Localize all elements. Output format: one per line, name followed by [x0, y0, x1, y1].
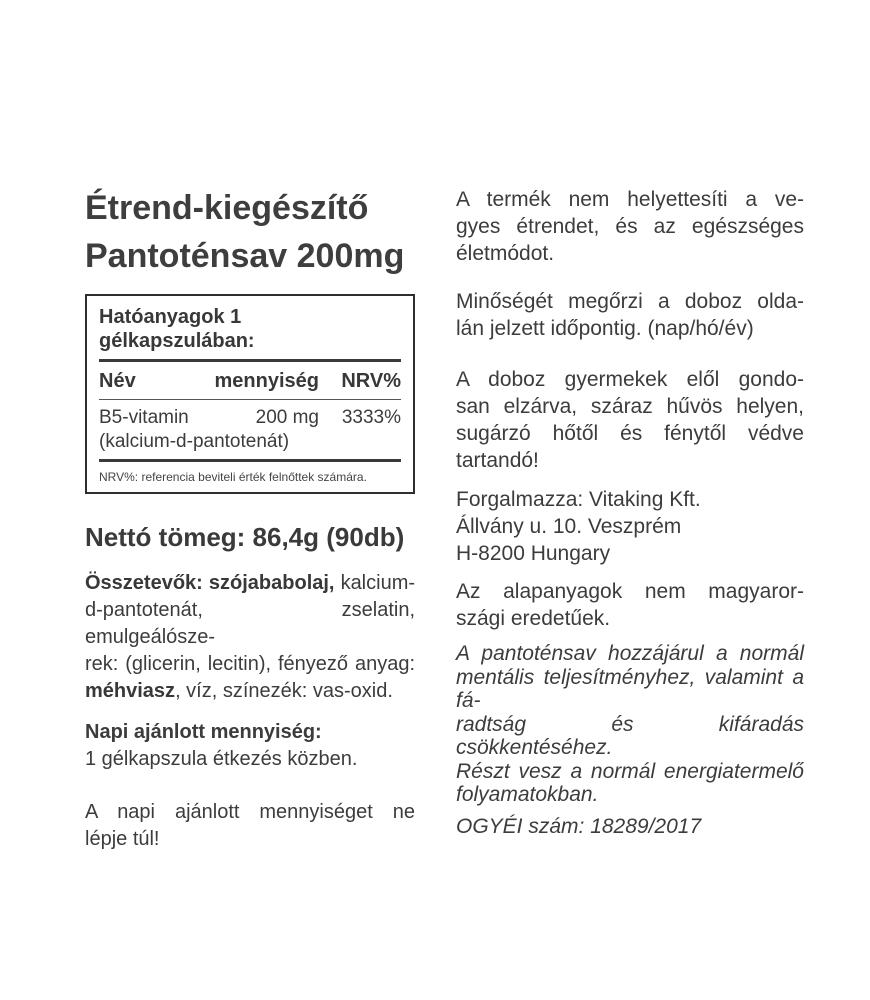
ingredients-line [85, 678, 415, 705]
origin-line: Az alapanyagok nem magyaror- [456, 580, 804, 603]
ingredients-line: rek: (glicerin, lecitin), fényező anyag: [85, 653, 415, 675]
net-weight-text: Nettó tömeg: 86,4g (90db) [85, 522, 405, 552]
best-before-line: Minőségét megőrzi a doboz olda- [456, 290, 804, 313]
table-rule-thick [99, 459, 401, 462]
ingredients-text: kalcium- [340, 572, 416, 594]
storage-warning-line: tartandó! [456, 449, 539, 472]
product-title [85, 184, 415, 280]
disclaimer-line: gyes étrendet, és az egészséges [456, 215, 804, 238]
ingredients-paragraph [85, 570, 415, 705]
disclaimer-line: A termék nem helyettesíti a ve- [456, 188, 804, 211]
overdose-warning-line: A napi ajánlott mennyiséget ne [85, 801, 415, 823]
overdose-warning [85, 799, 415, 853]
ingredients-line [85, 570, 415, 597]
ingredient-soy-oil: szójababolaj, [208, 572, 335, 594]
disclaimer-line: életmódot. [456, 242, 555, 265]
cell-quantity: 200 mg [255, 407, 319, 428]
health-claim-paragraph [456, 642, 804, 807]
column-header-quantity: mennyiség [214, 370, 319, 392]
product-title-line: Pantoténsav 200mg [85, 237, 405, 275]
storage-warning-line: A doboz gyermekek elől gondo- [456, 368, 804, 391]
distributor-address [456, 486, 804, 567]
ingredient-beeswax: méhviasz [85, 680, 176, 702]
product-title-line: Étrend-kiegészítő [85, 189, 369, 227]
column-header-name: Név [99, 370, 136, 392]
distributor-line: Állvány u. 10. Veszprém [456, 515, 682, 538]
origin-note [456, 578, 804, 632]
cell-vitamin-name-sub: (kalcium-d-pantotenát) [99, 431, 290, 452]
column-header-nrv: NRV% [341, 370, 401, 392]
cell-nrv-percent: 3333% [341, 407, 401, 428]
daily-dose-heading: Napi ajánlott mennyiség: [85, 721, 322, 743]
health-claim-line: mentális teljesítményhez, valamint a fá- [456, 665, 804, 712]
ingredients-label: Összetevők: [85, 572, 203, 594]
table-title: Hatóanyagok 1 gélkapszulában: [99, 306, 255, 352]
table-rule-thick [99, 359, 401, 362]
health-claim-line: radtság és kifáradás csökkentéséhez. [456, 712, 804, 759]
overdose-warning-line: lépje túl! [85, 828, 160, 850]
ingredients-text: , víz, színezék: vas-oxid. [175, 680, 393, 702]
table-header-row [99, 368, 401, 394]
cell-vitamin-name: B5-vitamin [99, 407, 189, 428]
distributor-line: Forgalmazza: Vitaking Kft. [456, 488, 701, 511]
daily-dose-section [85, 719, 415, 773]
storage-warning [456, 366, 804, 474]
storage-warning-line: san elzárva, száraz hűvös helyen, [456, 395, 804, 418]
table-footnote: NRV%: referencia beviteli érték felnőttek számára. [99, 470, 367, 484]
table-rule-thin [99, 399, 401, 400]
health-claim-line: Részt vesz a normál energiatermelő [456, 759, 804, 783]
best-before-line: lán jelzett időpontig. (nap/hó/év) [456, 317, 754, 340]
storage-warning-line: sugárzó hőtől és fénytől védve [456, 422, 804, 445]
varied-diet-disclaimer [456, 186, 804, 267]
table-data-row [99, 406, 401, 430]
origin-line: szági eredetűek. [456, 607, 611, 630]
daily-dose-text: 1 gélkapszula étkezés közben. [85, 748, 358, 770]
right-column [456, 0, 804, 840]
ingredients-line: d-pantotenát, zselatin, emulgeálósze- [85, 599, 415, 648]
distributor-line: H-8200 Hungary [456, 542, 611, 565]
best-before-note [456, 288, 804, 342]
active-ingredients-table [85, 294, 415, 494]
left-column [85, 0, 415, 853]
registration-number: OGYÉI szám: 18289/2017 [456, 814, 702, 838]
health-claim-line: A pantoténsav hozzájárul a normál [456, 642, 804, 665]
health-claim-line: folyamatokban. [456, 783, 599, 806]
